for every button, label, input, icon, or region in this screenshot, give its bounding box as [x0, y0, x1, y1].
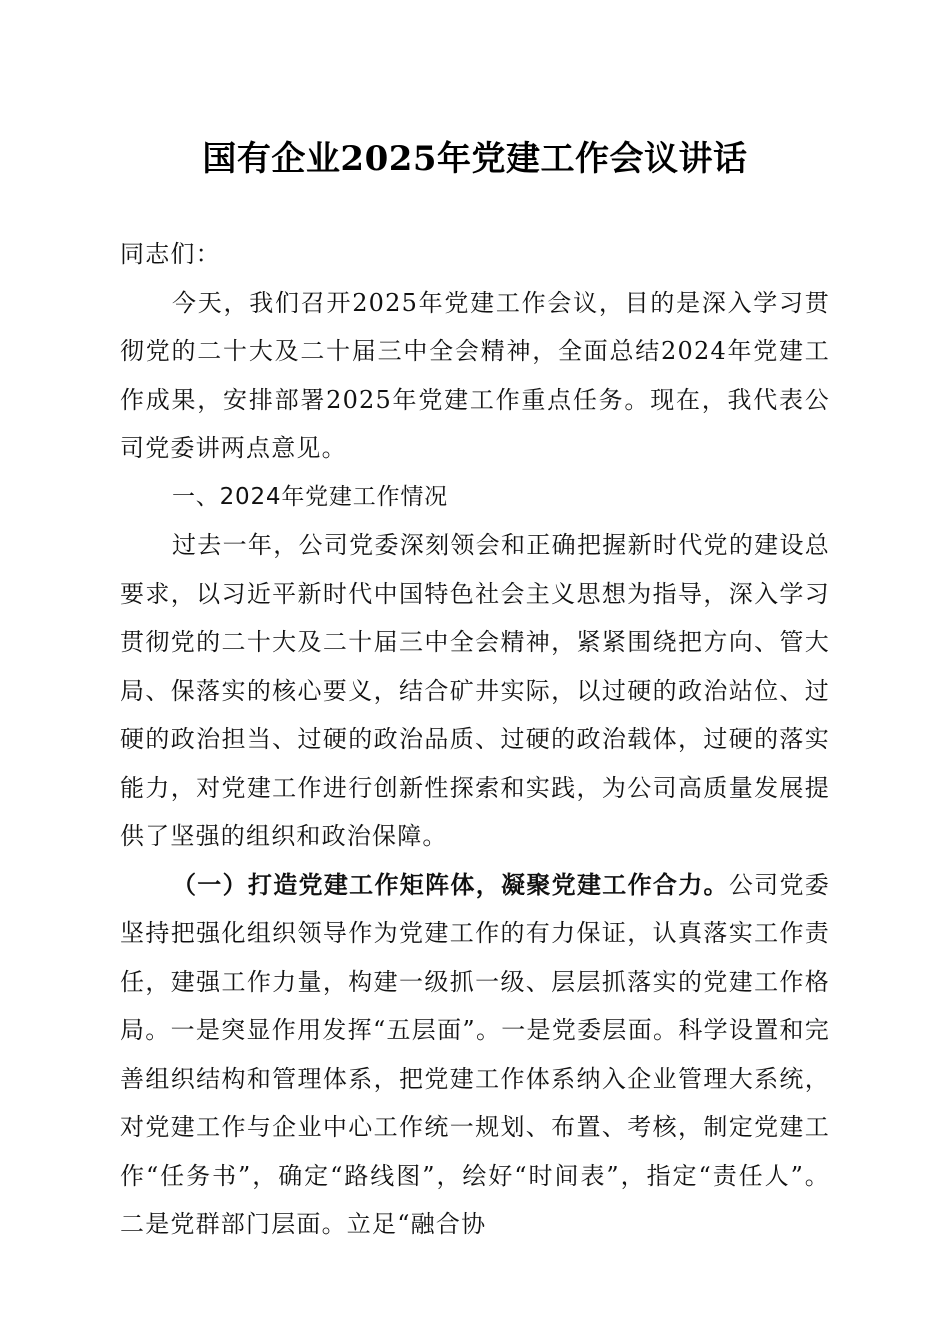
subsection-heading-1: （一）打造党建工作矩阵体，凝聚党建工作合力。 [172, 869, 729, 899]
salutation: 同志们： [120, 240, 221, 268]
paragraph-opening: 今天，我们召开2025年党建工作会议，目的是深入学习贯彻党的二十大及二十届三中全会精神，全面总结2024年党建工作成果，安排部署2025年党建工作重点任务。现在，我代表公司党委讲两点意见。 [120, 288, 830, 462]
paragraph-subsection-1 [120, 861, 830, 1249]
document-body [120, 230, 830, 1249]
section-heading-1: 一、2024年党建工作情况 [172, 483, 448, 510]
paragraph-review: 过去一年，公司党委深刻领会和正确把握新时代党的建设总要求，以习近平新时代中国特色社会主义思想为指导，深入学习贯彻党的二十大及二十届三中全会精神，紧紧围绕把方向、管大局、保落实的核心要义，结合矿井实际，以过硬的政治站位、过硬的政治担当、过硬的政治品质、过硬的政治载体，过硬的落实能力，对党建工作进行创新性探索和实践，为公司高质量发展提供了坚强的组织和政治保障。 [120, 531, 830, 850]
subsection-1-text: 公司党委坚持把强化组织领导作为党建工作的有力保证，认真落实工作责任，建强工作力量，构建一级抓一级、层层抓落实的党建工作格局。一是突显作用发挥“五层面”。一是党委层面。科学设置和完善组织结构和管理体系，把党建工作体系纳入企业管理大系统，对党建工作与企业中心工作统一规划、布置、考核，制定党建工作“任务书”，确定“路线图”，绘好“时间表”，指定“责任人”。二是党群部门层面。立足“融合协 [120, 870, 830, 1238]
document-title: 国有企业2025年党建工作会议讲话 [202, 139, 748, 179]
